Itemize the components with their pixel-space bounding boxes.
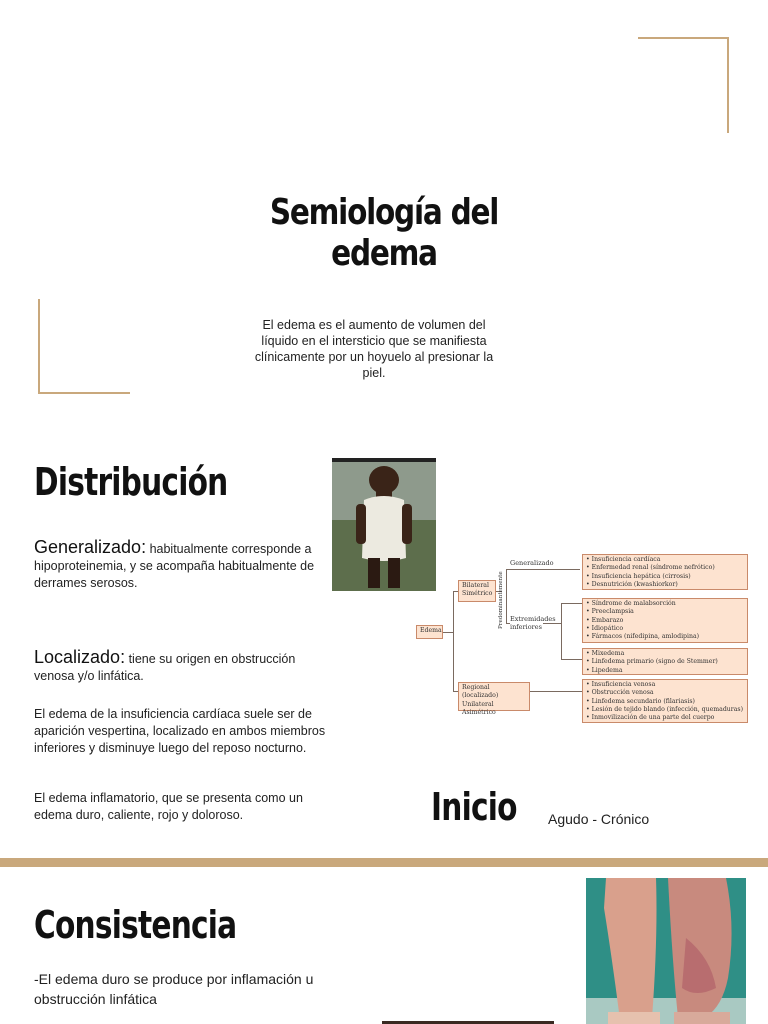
flow-connector bbox=[443, 632, 453, 633]
inflamatorio-paragraph: El edema inflamatorio, que se presenta como un edema duro, caliente, rojo y doloroso. bbox=[34, 791, 303, 822]
flow-item: • Linfedema primario (signo de Stemmer) bbox=[586, 658, 744, 666]
flow-connector bbox=[561, 659, 582, 660]
flow-connector bbox=[453, 591, 454, 691]
legs-edema-photo bbox=[586, 878, 746, 1024]
flow-extremidades-label: Extremidades inferiores bbox=[510, 615, 556, 631]
flow-connector bbox=[510, 569, 580, 570]
flow-connector bbox=[530, 691, 582, 692]
flow-box-extremidades-other bbox=[582, 648, 748, 675]
flow-item: • Síndrome de malabsorción bbox=[586, 600, 744, 608]
localizado-paragraph bbox=[34, 649, 334, 685]
decorative-corner-top-right bbox=[638, 37, 729, 133]
flow-item: • Insuficiencia venosa bbox=[586, 681, 744, 689]
flow-box-regional-causes bbox=[582, 679, 748, 723]
consistencia-heading: Consistencia bbox=[34, 903, 237, 947]
flow-generalizado-label: Generalizado bbox=[510, 559, 554, 567]
flow-list-4 bbox=[586, 681, 744, 722]
flow-item: • Linfedema secundario (filariasis) bbox=[586, 698, 744, 706]
flow-connector bbox=[506, 569, 507, 623]
flow-item: • Insuficiencia hepática (cirrosis) bbox=[586, 573, 744, 581]
flow-predominantly-label: Predominantemente bbox=[498, 571, 504, 629]
slide-consistencia bbox=[0, 867, 768, 1024]
page-title: Semiología del edema bbox=[269, 192, 499, 274]
flow-item: • Desnutrición (kwashiorkor) bbox=[586, 581, 744, 589]
flow-box-generalizado-causes bbox=[582, 554, 748, 590]
flow-root-label: Edema bbox=[420, 627, 442, 634]
inicio-heading: Inicio bbox=[431, 785, 517, 829]
flow-item: • Lesión de tejido blando (infección, quemaduras) bbox=[586, 706, 744, 714]
flow-bilateral-label: Bilateral Simétrico bbox=[462, 582, 493, 598]
flow-regional-label: Regional (localizado) Unilateral Asimétrico bbox=[462, 684, 499, 716]
flow-list-3 bbox=[586, 650, 744, 675]
flow-root-box bbox=[416, 625, 443, 639]
slide-divider bbox=[0, 858, 768, 867]
flow-item: • Fármacos (nifedipina, amlodipina) bbox=[586, 633, 744, 641]
flow-regional-box bbox=[458, 682, 530, 716]
distribucion-heading: Distribución bbox=[34, 460, 228, 504]
consistencia-paragraph: -El edema duro se produce por inflamación u obstrucción linfática bbox=[34, 971, 314, 1007]
generalizado-lead: Generalizado: bbox=[34, 537, 147, 557]
flow-list-1 bbox=[586, 556, 744, 589]
flow-bilateral-box bbox=[458, 580, 496, 602]
flow-box-extremidades-causes bbox=[582, 598, 748, 643]
generalizado-paragraph bbox=[34, 539, 334, 592]
decorative-corner-bottom-left bbox=[38, 299, 130, 394]
inicio-value: Agudo - Crónico bbox=[548, 811, 650, 827]
flow-connector bbox=[561, 603, 562, 659]
flow-item: • Enfermedad renal (síndrome nefrótico) bbox=[586, 564, 744, 572]
generalizado-text: habitualmente corresponde a hipoproteinemia, y se acompaña habitualmente de derrames serosos. bbox=[34, 542, 315, 590]
flow-list-2 bbox=[586, 600, 744, 641]
flow-item: • Idiopático bbox=[586, 625, 744, 633]
localizado-text: tiene su origen en obstrucción venosa y/o linfática. bbox=[34, 652, 296, 683]
flow-item: • Mixedema bbox=[586, 650, 744, 658]
flow-item: • Embarazo bbox=[586, 617, 744, 625]
intro-paragraph: El edema es el aumento de volumen del líquido en el intersticio que se manifiesta clínicamente por un hoyuelo al presionar la piel. bbox=[254, 318, 494, 380]
flow-item: • Inmovilización de una parte del cuerpo bbox=[586, 714, 744, 722]
flow-item: • Obstrucción venosa bbox=[586, 689, 744, 697]
localizado-lead: Localizado: bbox=[34, 647, 126, 667]
flow-item: • Preeclampsia bbox=[586, 608, 744, 616]
flow-item: • Lipedema bbox=[586, 667, 744, 675]
edema-flowchart bbox=[398, 547, 754, 727]
flow-connector bbox=[561, 603, 582, 604]
flow-item: • Insuficiencia cardíaca bbox=[586, 556, 744, 564]
cardiaca-paragraph: El edema de la insuficiencia cardíaca suele ser de aparición vespertina, localizado en ambos miembros inferiores y disminuye luego del reposo nocturno. bbox=[34, 707, 326, 755]
flow-connector bbox=[543, 623, 561, 624]
